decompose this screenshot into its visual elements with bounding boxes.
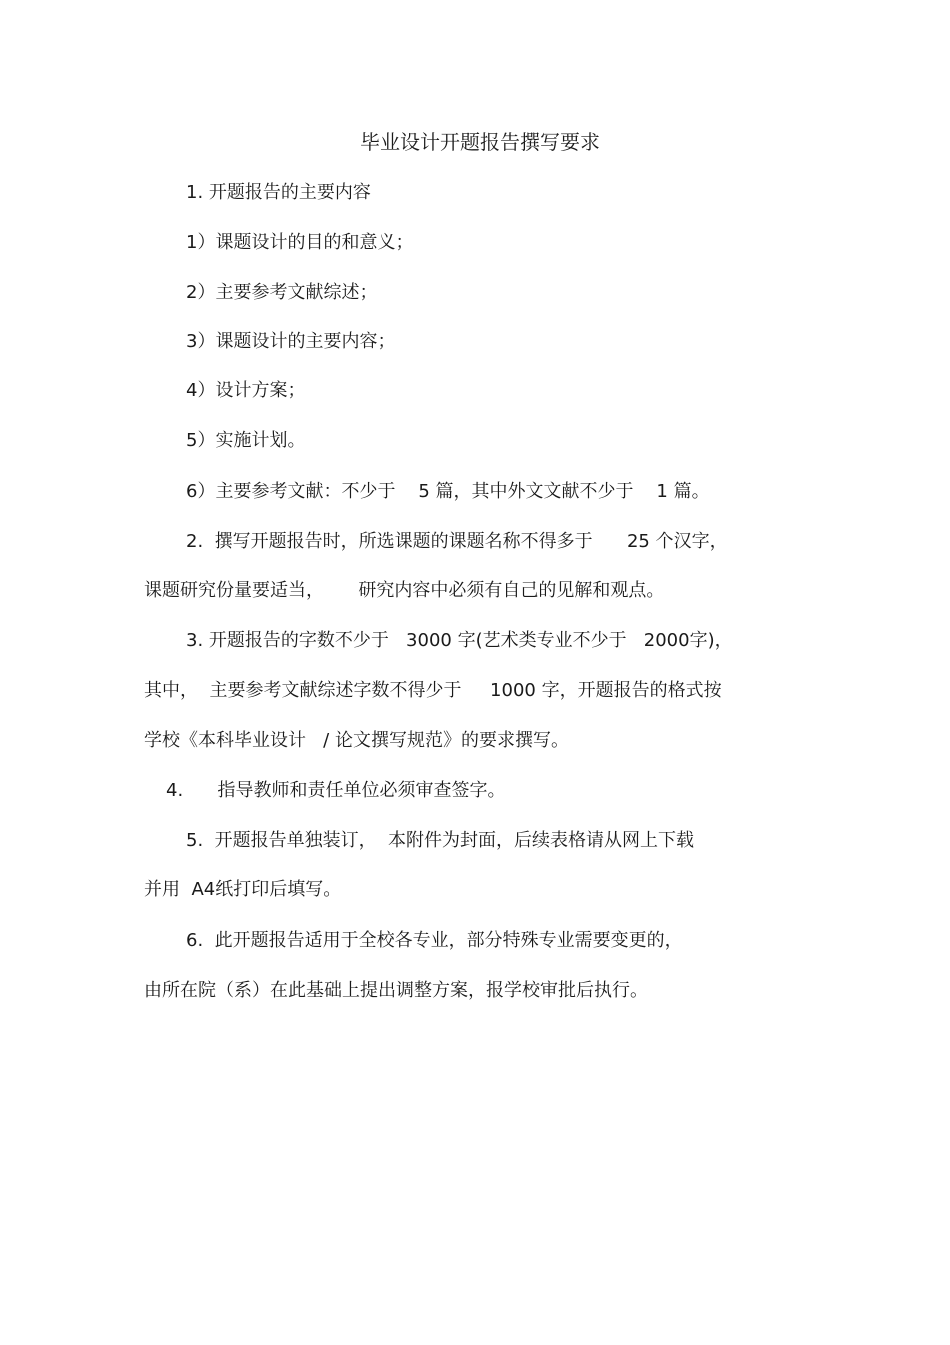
section-3-line-1: 3. 开题报告的字数不少于 3000 字(艺术类专业不少于 2000字)，: [186, 630, 733, 651]
section-2-line-2: 课题研究份量要适当， 研究内容中必须有自己的见解和观点。: [144, 580, 665, 601]
item-3-main-content: 3）课题设计的主要内容；: [186, 331, 396, 352]
section-4-line-1: 4. 指导教师和责任单位必须审查签字。: [166, 780, 506, 801]
section-5-line-2: 并用 A4纸打印后填写。: [144, 879, 342, 900]
section-2-line-1: 2. 撰写开题报告时，所选课题的课题名称不得多于 25 个汉字，: [186, 531, 728, 552]
section-3-line-2: 其中， 主要参考文献综述字数不得少于 1000 字，开题报告的格式按: [144, 680, 722, 701]
item-1-purpose: 1）课题设计的目的和意义；: [186, 232, 414, 253]
item-5-implementation-plan: 5）实施计划。: [186, 430, 306, 451]
section-6-line-2: 由所在院（系）在此基础上提出调整方案，报学校审批后执行。: [144, 980, 648, 1001]
item-2-literature-review: 2）主要参考文献综述；: [186, 282, 378, 303]
section-6-line-1: 6. 此开题报告适用于全校各专业，部分特殊专业需要变更的，: [186, 930, 683, 951]
item-4-design-plan: 4）设计方案；: [186, 380, 306, 401]
section-3-line-3: 学校《本科毕业设计 / 论文撰写规范》的要求撰写。: [144, 730, 569, 751]
document-title: 毕业设计开题报告撰写要求: [360, 130, 600, 154]
section-5-line-1: 5. 开题报告单独装订， 本附件为封面，后续表格请从网上下载: [186, 830, 695, 851]
section-1-heading: 1. 开题报告的主要内容: [186, 182, 371, 203]
item-6-references: 6）主要参考文献：不少于 5 篇，其中外文文献不少于 1 篇。: [186, 481, 710, 502]
